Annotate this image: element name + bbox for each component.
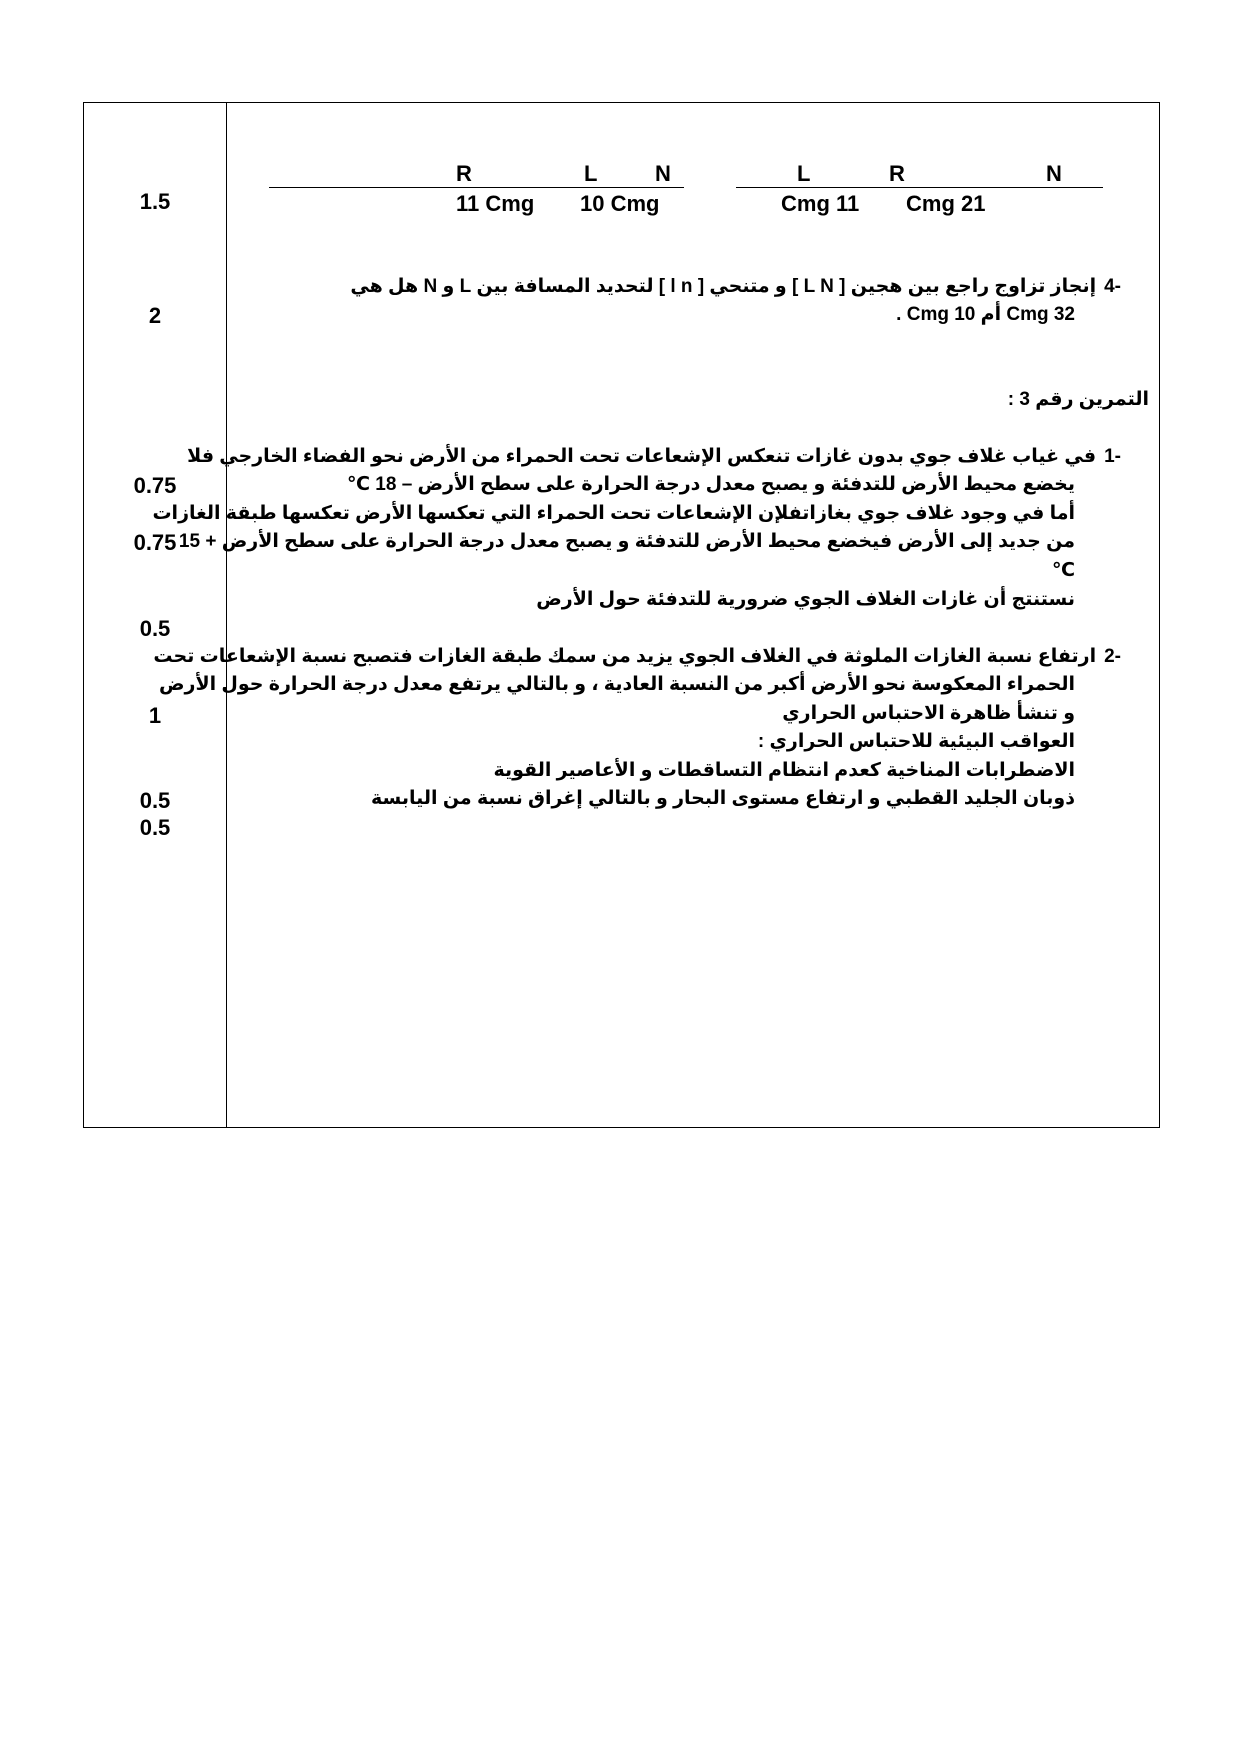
answer-line: ارتفاع نسبة الغازات الملوثة في الغلاف الجوي يزيد من سمك طبقة الغازات فتصبح نسبة الإشعاعات تحت — [153, 646, 1097, 667]
answer-line: و تنشأ ظاهرة الاحتباس الحراري — [782, 703, 1075, 724]
chromosome-line — [736, 187, 1103, 188]
question-number: -2 — [1104, 646, 1121, 667]
map-distance: 10 Cmg — [580, 191, 660, 216]
answer-line: في غياب غلاف جوي بدون غازات تنعكس الإشعاعات تحت الحمراء من الأرض نحو الفضاء الخارجي فلا — [187, 446, 1097, 467]
answer-line: الحمراء المعكوسة نحو الأرض أكبر من النسبة العادية ، و بالتالي يرتفع معدل درجة الحرارة حول الأرض — [158, 674, 1075, 695]
question-text: Cmg 32 أم Cmg 10 . — [896, 304, 1075, 325]
question-number: -4 — [1104, 276, 1121, 297]
score-q1-c: 0.5 — [139, 616, 171, 641]
answer-line: أما في وجود غلاف جوي بغازاتفلإن الإشعاعات تحت الحمراء التي تعكسها الأرض تعكسها طبقة الغازات — [152, 503, 1075, 524]
score-q2-b: 0.5 — [139, 788, 171, 813]
map-distance: Cmg 21 — [906, 191, 986, 216]
question-number: -1 — [1104, 446, 1121, 467]
gene-label: R — [889, 161, 905, 186]
answer-line: يخضع محيط الأرض للتدفئة و يصبح معدل درجة الحرارة على سطح الأرض – 18 ℃ — [346, 474, 1075, 495]
exercise-title: التمرين رقم 3 : — [1007, 389, 1149, 410]
score-q1-a: 0.75 — [133, 473, 177, 498]
score-q2-a: 1 — [148, 703, 162, 728]
question-text: إنجاز تزاوج راجع بين هجين [ L N ] و متنحي [ l n ] لتحديد المسافة بين L و N هل هي — [350, 276, 1097, 297]
score-map: 1.5 — [139, 189, 171, 214]
map-distance: Cmg 11 — [781, 191, 860, 216]
gene-label: L — [584, 161, 598, 186]
chromosome-line — [269, 187, 684, 188]
answer-line: ذوبان الجليد القطبي و ارتفاع مستوى البحار و بالتالي إغراق نسبة من اليابسة — [371, 788, 1075, 809]
answer-line: ℃ — [1051, 560, 1075, 581]
answer-line: نستنتج أن غازات الغلاف الجوي ضرورية للتدفئة حول الأرض — [536, 589, 1075, 610]
answer-line: من جديد إلى الأرض فيخضع محيط الأرض للتدفئة و يصبح معدل درجة الحرارة على سطح الأرض + 15 — [178, 531, 1075, 552]
column-divider — [226, 103, 227, 1127]
score-q2-c: 0.5 — [139, 815, 171, 840]
gene-label: L — [797, 161, 811, 186]
score-q4: 2 — [148, 303, 162, 328]
answer-line: العواقب البيئية للاحتباس الحراري : — [757, 731, 1075, 752]
map-distance: 11 Cmg — [456, 191, 535, 216]
gene-label: R — [456, 161, 472, 186]
score-q1-b: 0.75 — [133, 530, 177, 555]
answer-line: الاضطرابات المناخية كعدم انتظام التساقطات و الأعاصير القوية — [493, 760, 1075, 781]
gene-label: N — [655, 161, 671, 186]
gene-label: N — [1046, 161, 1062, 186]
answer-table — [83, 102, 1160, 1128]
